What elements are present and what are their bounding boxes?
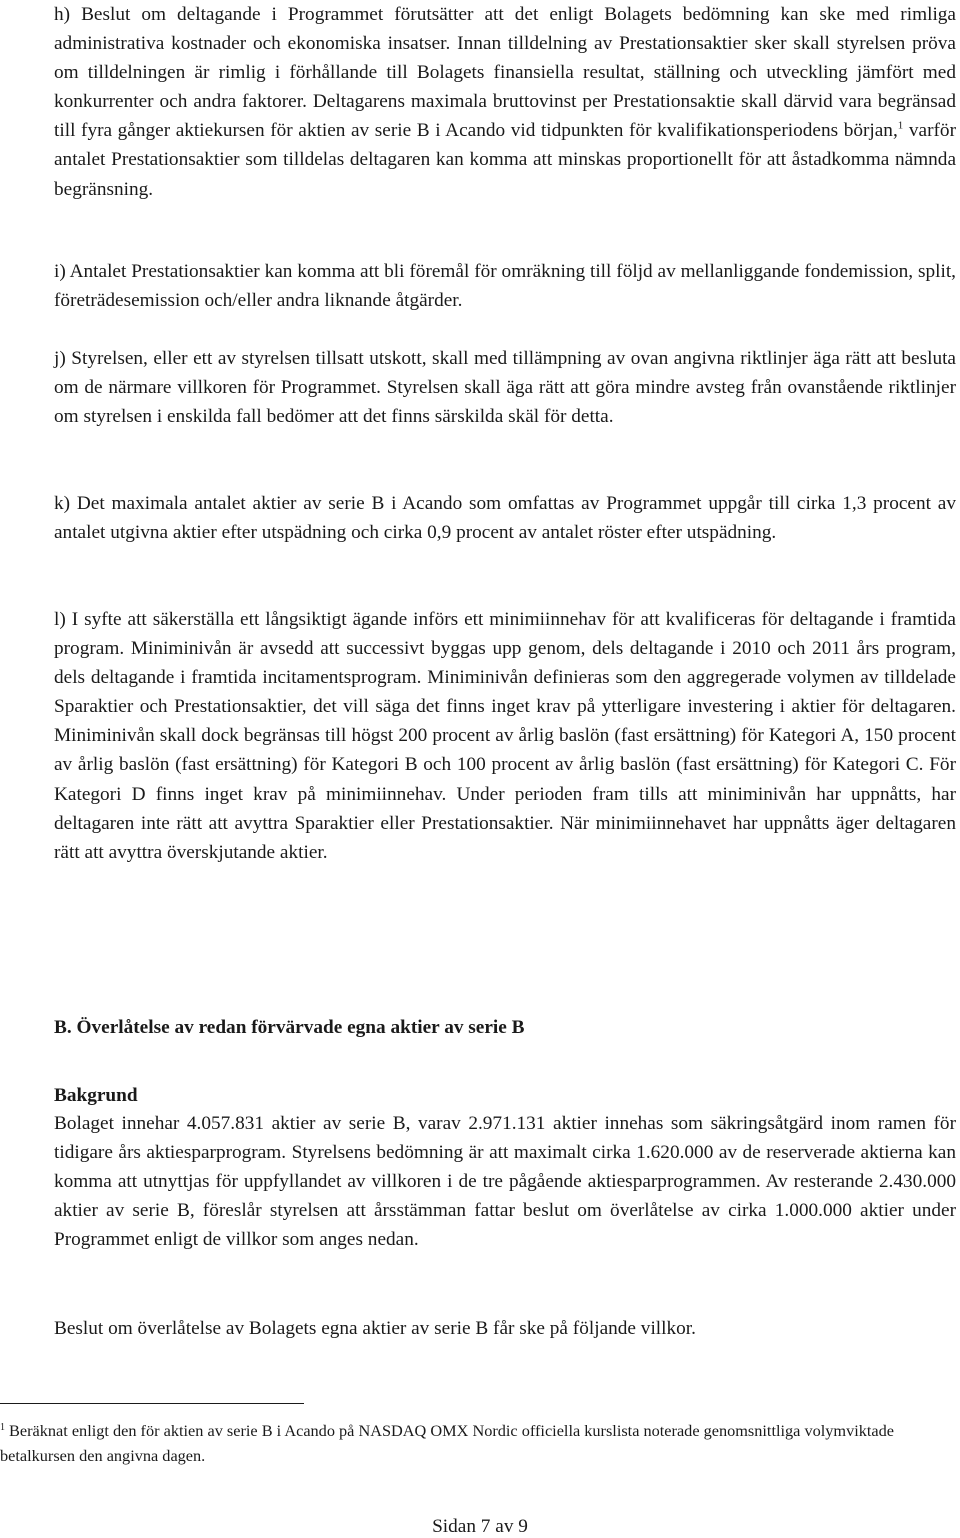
- footnote-reference: 1: [897, 119, 904, 132]
- section-b-heading: B. Överlåtelse av redan förvärvade egna aktier av serie B: [54, 1017, 525, 1038]
- paragraph-h-text-1: h) Beslut om deltagande i Programmet förutsätter att det enligt Bolagets bedömning kan ske med rimliga administrativa kostnader och ekonomiska insatser. Innan tilldelning av Prestationsaktier sker skall styrelsen pröva om tilldelningen är rimlig i förhållande till Bolagets finansiella resultat, ställning och utveckling jämfört med konkurrenter och andra faktorer. Deltagarens maximala bruttovinst per Prestationsaktie skall därvid vara begränsad till fyra gånger aktiekursen för aktien av serie B i Acando vid tidpunkten för kvalifikationsperiodens början,: [54, 4, 956, 142]
- paragraph-l: l) I syfte att säkerställa ett långsiktigt ägande införs ett minimiinnehav för att kvalificeras för deltagande i framtida program. Miniminivån är avsedd att successivt byggas upp genom, dels deltagande i 2010 och 2011 års program, dels deltagande i framtida incitamentsprogram. Miniminivån definieras som den aggregerade volymen av tilldelade Sparaktier och Prestationsaktier, det vill säga det finns inget krav på ytterligare investering i aktier för deltagaren. Miniminivån skall dock begränsas till högst 200 procent av årlig baslön (fast ersättning) för Kategori A, 150 procent av årlig baslön (fast ersättning) för Kategori B och 100 procent av årlig baslön (fast ersättning) för Kategori C. För Kategori D finns inget krav på minimiinnehav. Under perioden fram tills att miniminivån har uppnåtts, har deltagaren inte rätt att avyttra Sparaktier eller Prestationsaktier. När minimiinnehavet har uppnåtts äger deltagaren rätt att avyttra överskjutande aktier.: [54, 609, 956, 863]
- paragraph-j: j) Styrelsen, eller ett av styrelsen tillsatt utskott, skall med tillämpning av ovan angivna riktlinjer äga rätt att besluta om de närmare villkoren för Programmet. Styrelsen skall äga rätt att göra mindre avsteg från ovanstående riktlinjer om styrelsen i enskilda fall bedömer att det finns särskilda skäl för detta.: [54, 348, 956, 428]
- paragraph-h-text-2: varför antalet Prestationsaktier som tilldelas deltagaren kan komma att minskas proportionellt för att åstadkomma nämnda begränsning.: [54, 120, 956, 200]
- section-b-decision: Beslut om överlåtelse av Bolagets egna aktier av serie B får ske på följande villkor.: [54, 1318, 696, 1339]
- footnote-text: Beräknat enligt den för aktien av serie B i Acando på NASDAQ OMX Nordic officiella kurslista noterade genomsnittliga volymviktade betalkursen den angivna dagen.: [0, 1421, 894, 1465]
- paragraph-k: k) Det maximala antalet aktier av serie B i Acando som omfattas av Programmet uppgår till cirka 1,3 procent av antalet utgivna aktier efter utspädning och cirka 0,9 procent av antalet röster efter utspädning.: [54, 493, 956, 544]
- footnote-number: 1: [0, 1421, 5, 1433]
- section-b-subheading: Bakgrund: [54, 1085, 138, 1106]
- paragraph-h: [54, 0, 956, 204]
- paragraph-i: i) Antalet Prestationsaktier kan komma att bli föremål för omräkning till följd av mellanliggande fondemission, split, företrädesemission och/eller andra liknande åtgärder.: [54, 261, 956, 312]
- footnote: [0, 1418, 940, 1468]
- page-number: Sidan 7 av 9: [432, 1516, 528, 1537]
- section-b-background: Bolaget innehar 4.057.831 aktier av serie B, varav 2.971.131 aktier innehas som säkringsåtgärd inom ramen för tidigare års aktiesparprogram. Styrelsens bedömning är att maximalt cirka 1.620.000 av de reserverade aktierna kan komma att utnyttjas för uppfyllandet av villkoren i de tre pågående aktiesparprogrammen. Av resterande 2.430.000 aktier av serie B, föreslår styrelsen att årsstämman fattar beslut om överlåtelse av cirka 1.000.000 aktier under Programmet enligt de villkor som anges nedan.: [54, 1113, 956, 1251]
- footnote-separator: [0, 1403, 304, 1404]
